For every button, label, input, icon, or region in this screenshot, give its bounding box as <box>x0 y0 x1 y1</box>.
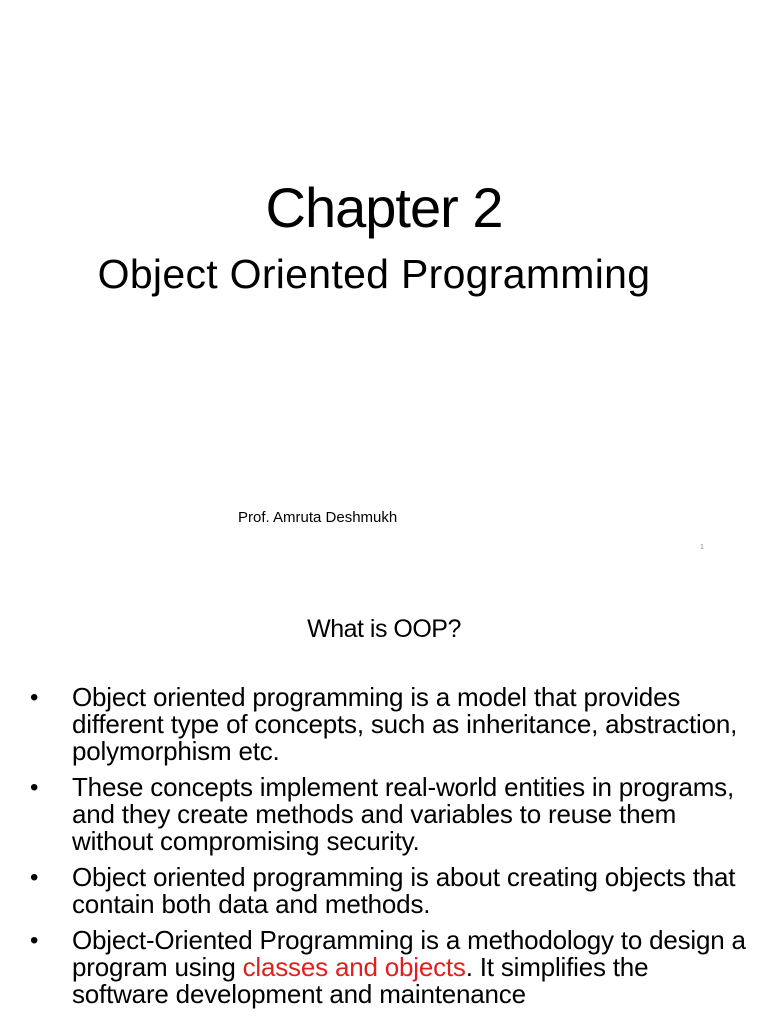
bullet-text-after: . It simplifies the software development and maintenance <box>72 952 649 1009</box>
bullet-item <box>30 927 750 1008</box>
bullet-item <box>30 864 750 918</box>
bullet-icon: • <box>30 774 39 801</box>
bullet-icon: • <box>30 927 39 954</box>
highlighted-term: classes and objects <box>242 952 466 982</box>
author-name: Prof. Amruta Deshmukh <box>238 509 398 526</box>
bullet-item <box>30 684 750 765</box>
chapter-title: Chapter 2 <box>265 176 503 239</box>
bullet-text: Object oriented programming is about creating objects that contain both data and methods. <box>72 862 736 919</box>
chapter-subtitle: Object Oriented Programming <box>97 251 651 297</box>
bullet-list <box>30 684 750 1017</box>
slide-number: 1 <box>700 544 704 551</box>
bullet-text-before: Object-Oriented Programming is a methodology to design a program using <box>72 925 746 982</box>
bullet-text: These concepts implement real-world entities in programs, and they create methods and variables to reuse them without compromising security. <box>72 772 734 856</box>
bullet-icon: • <box>30 684 39 711</box>
slide-heading: What is OOP? <box>307 615 461 643</box>
bullet-icon: • <box>30 864 39 891</box>
bullet-item <box>30 774 750 855</box>
slide-what-is-oop <box>0 576 768 1024</box>
bullet-text: Object oriented programming is a model that provides different type of concepts, such as inheritance, abstraction, polymorphism etc. <box>72 682 738 766</box>
